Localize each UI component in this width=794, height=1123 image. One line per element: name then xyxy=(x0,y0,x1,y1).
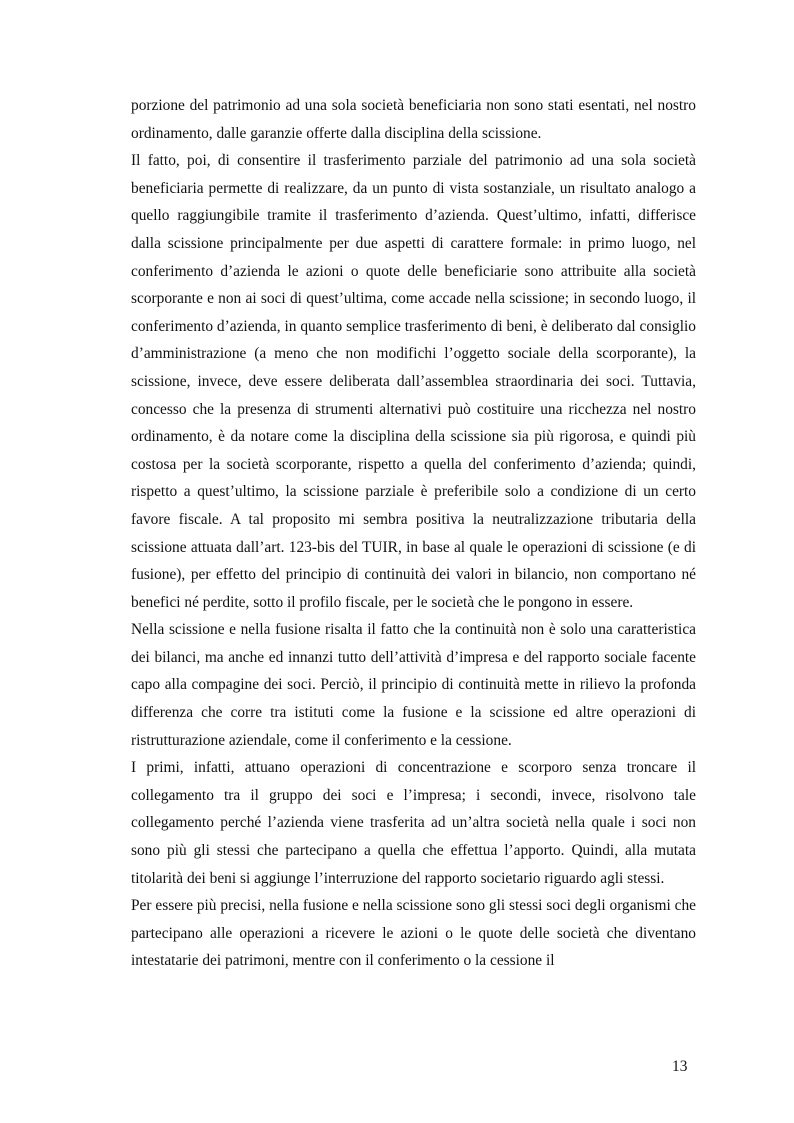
paragraph-continuity: Nella scissione e nella fusione risalta il fatto che la continuità non è solo una caratteristica dei bilanci, ma anche ed innanzi tutto dell’attività d’impresa e del rapporto sociale facente capo alla compagine dei soci. Perciò, il principio di continuità mette in rilievo la profonda differenza che corre tra istituti come la fusione e la scissione ed altre operazioni di ristrutturazione aziendale, come il conferimento e la cessione. xyxy=(131,621,696,749)
paragraph-continuation: porzione del patrimonio ad una sola società beneficiaria non sono stati esentati, nel nostro ordinamento, dalle garanzie offerte dalla disciplina della scissione. xyxy=(131,97,696,142)
paragraph-first-second: I primi, infatti, attuano operazioni di concentrazione e scorporo senza troncare il collegamento tra il gruppo dei soci e l’impresa; i secondi, invece, risolvono tale collegamento perché l’azienda viene trasferita ad un’altra società nella quale i soci non sono più gli stessi che partecipano a quella che effettua l’apporto. Quindi, alla mutata titolarità dei beni si aggiunge l’interruzione del rapporto societario riguardo agli stessi. xyxy=(131,759,696,887)
paragraph-precision: Per essere più precisi, nella fusione e nella scissione sono gli stessi soci degli organismi che partecipano alle operazioni a ricevere le azioni o le quote delle società che diventano intestatarie dei patrimoni, mentre con il conferimento o la cessione il xyxy=(131,897,696,970)
page-body xyxy=(131,92,696,975)
paragraph-transfer-comparison: Il fatto, poi, di consentire il trasferimento parziale del patrimonio ad una sola società beneficiaria permette di realizzare, da un punto di vista sostanziale, un risultato analogo a quello raggiungibile tramite il trasferimento d’azienda. Quest’ultimo, infatti, differisce dalla scissione principalmente per due aspetti di carattere formale: in primo luogo, nel conferimento d’azienda le azioni o quote delle beneficiarie sono attribuite alla società scorporante e non ai soci di quest’ultima, come accade nella scissione; in secondo luogo, il conferimento d’azienda, in quanto semplice trasferimento di beni, è deliberato dal consiglio d’amministrazione (a meno che non modifichi l’oggetto sociale della scorporante), la scissione, invece, deve essere deliberata dall’assemblea straordinaria dei soci. Tuttavia, concesso che la presenza di strumenti alternativi può costituire una ricchezza nel nostro ordinamento, è da notare come la disciplina della scissione sia più rigorosa, e quindi più costosa per la società scorporante, rispetto a quella del conferimento d’azienda; quindi, rispetto a quest’ultimo, la scissione parziale è preferibile solo a condizione di un certo favore fiscale. A tal proposito mi sembra positiva la neutralizzazione tributaria della scissione attuata dall’art. 123-bis del TUIR, in base al quale le operazioni di scissione (e di fusione), per effetto del principio di continuità dei valori in bilancio, non comportano né benefici né perdite, sotto il profilo fiscale, per le società che le pongono in essere. xyxy=(131,152,696,611)
page-number: 13 xyxy=(672,1058,688,1075)
